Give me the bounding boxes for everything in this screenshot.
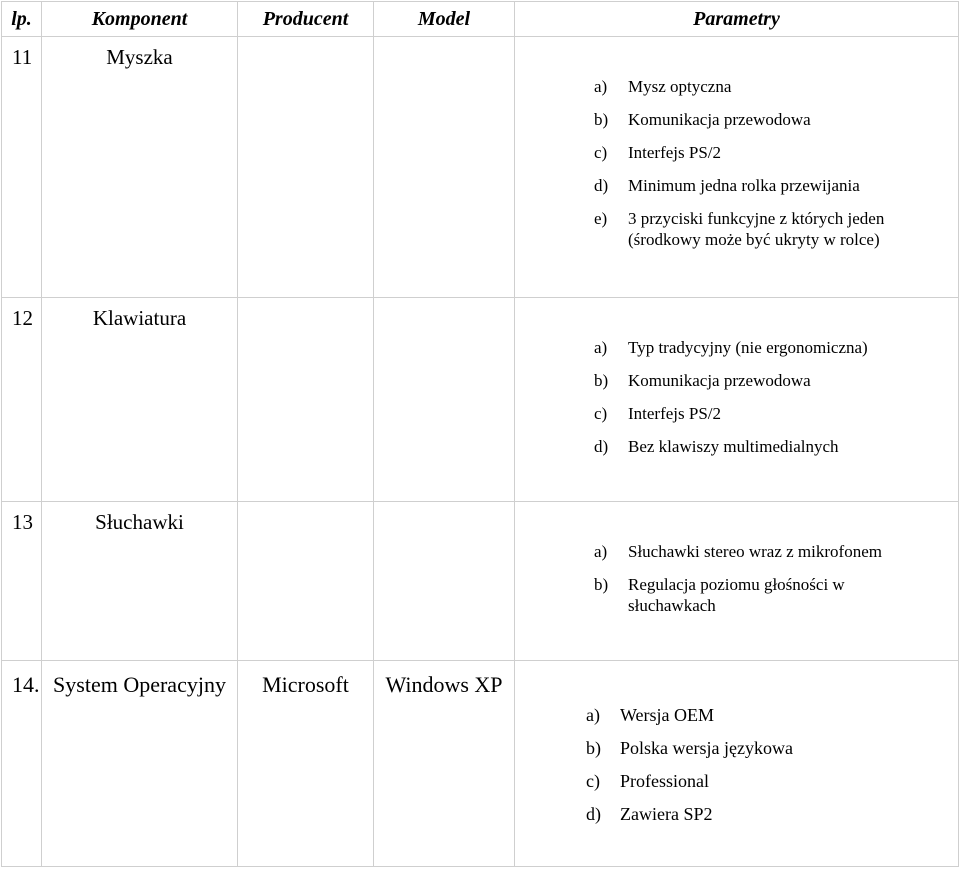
parameter-list: [515, 661, 958, 825]
list-item: d) Minimum jedna rolka przewijania: [594, 176, 860, 195]
producent-cell: [238, 37, 374, 298]
parameter-list: [515, 502, 958, 616]
list-item: c) Interfejs PS/2: [594, 143, 722, 162]
model-cell: [374, 37, 515, 298]
producent-cell: Microsoft: [238, 661, 374, 867]
table-row: [2, 298, 959, 502]
list-item: a) Typ tradycyjny (nie ergonomiczna): [594, 338, 868, 357]
list-item: b) Komunikacja przewodowa: [594, 110, 811, 129]
header-model: Model: [374, 2, 515, 37]
list-item: c) Interfejs PS/2: [594, 404, 722, 423]
parameter-list: [515, 298, 958, 457]
lp-cell: 12: [2, 298, 42, 502]
parametry-cell: [515, 37, 959, 298]
parametry-cell: [515, 661, 959, 867]
list-item: d) Zawiera SP2: [586, 804, 713, 824]
table-row: [2, 37, 959, 298]
parametry-cell: [515, 502, 959, 661]
producent-cell: [238, 298, 374, 502]
list-item: b) Regulacja poziomu głośności w słuchawkach: [594, 575, 845, 615]
model-cell: Windows XP: [374, 661, 515, 867]
komponent-cell: Słuchawki: [42, 502, 238, 661]
lp-cell: 14.: [2, 661, 42, 867]
list-item: a) Słuchawki stereo wraz z mikrofonem: [594, 542, 882, 561]
list-item: a) Wersja OEM: [586, 705, 715, 725]
header-lp: lp.: [2, 2, 42, 37]
komponent-cell: Myszka: [42, 37, 238, 298]
spec-table: [1, 1, 959, 867]
lp-cell: 13: [2, 502, 42, 661]
parameter-list: [515, 37, 958, 250]
model-cell: [374, 298, 515, 502]
parametry-cell: [515, 298, 959, 502]
table-row: [2, 502, 959, 661]
model-cell: [374, 502, 515, 661]
list-item: a) Mysz optyczna: [594, 77, 732, 96]
header-producent: Producent: [238, 2, 374, 37]
lp-cell: 11: [2, 37, 42, 298]
list-item: d) Bez klawiszy multimedialnych: [594, 437, 839, 456]
header-parametry: Parametry: [515, 2, 959, 37]
list-item: c) Professional: [586, 771, 709, 791]
producent-cell: [238, 502, 374, 661]
table-row: [2, 661, 959, 867]
komponent-cell: System Operacyjny: [42, 661, 238, 867]
list-item: b) Polska wersja językowa: [586, 738, 793, 758]
header-komponent: Komponent: [42, 2, 238, 37]
list-item: b) Komunikacja przewodowa: [594, 371, 811, 390]
header-row: [2, 2, 959, 37]
komponent-cell: Klawiatura: [42, 298, 238, 502]
list-item: e) 3 przyciski funkcyjne z których jeden (środkowy może być ukryty w rolce): [594, 209, 885, 249]
